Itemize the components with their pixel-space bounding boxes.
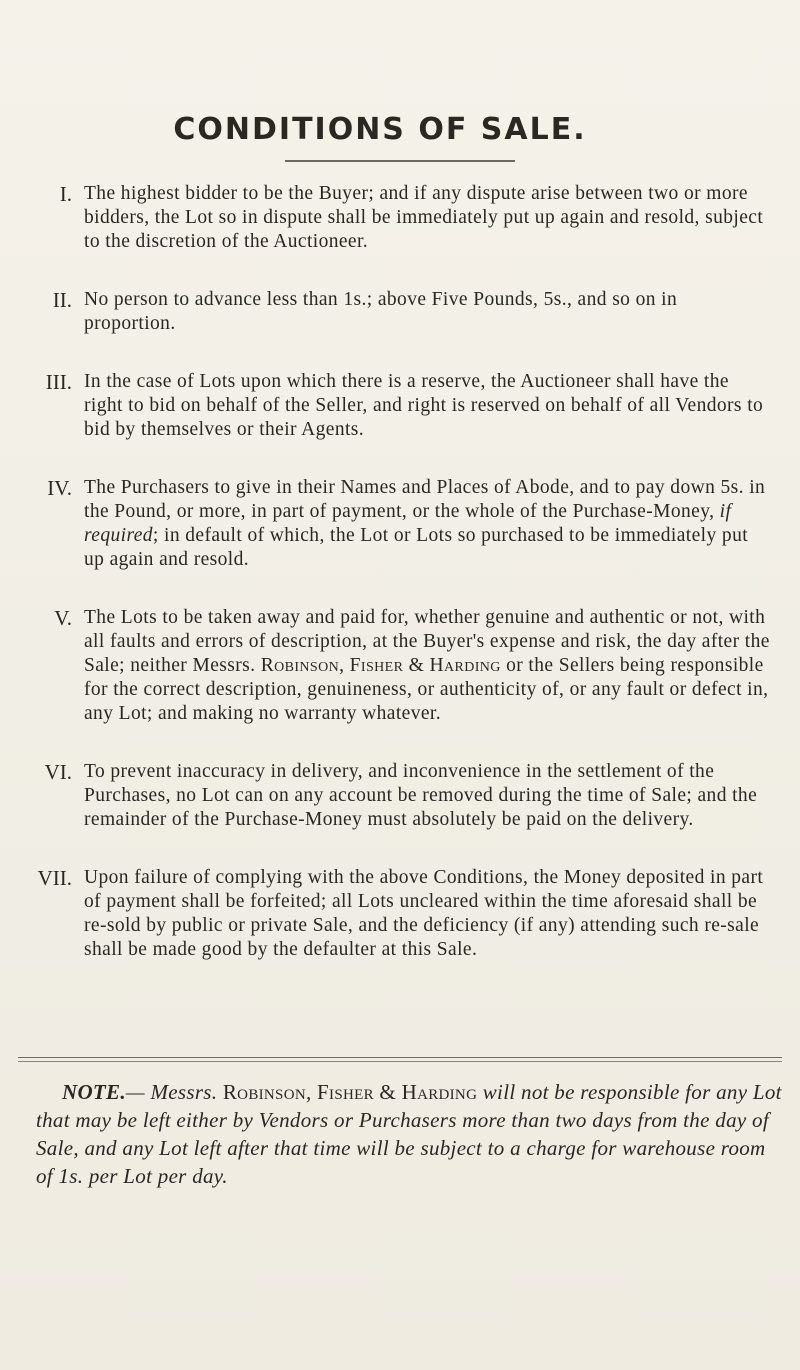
note-firm-names: Robinson, Fisher & Harding [222, 1080, 478, 1104]
condition-number: V. [54, 606, 72, 630]
note-paragraph [36, 1078, 786, 1190]
condition-text: To prevent inaccuracy in delivery, and inconvenience in the settlement of the Purchases, no Lot can on any account be removed during the time of Sale; and the remainder of the Purchase-Money must absolutely be paid on the delivery. [84, 761, 758, 830]
condition-item [22, 370, 792, 442]
condition-text-part: The Purchasers to give in their Names and Places of Abode, and to pay down 5s. in the Pound, or more, in part of payment, or the whole of the Purchase-Money, [84, 477, 766, 522]
condition-text [84, 606, 792, 726]
note-rule [18, 1057, 782, 1058]
condition-item [22, 182, 792, 254]
note-text: will not be responsible for any Lot that may be left either by Vendors or Purchasers more than two days from the day of Sale, and any Lot left after that time will be subject to a charge for warehouse room of 1s. per Lot per day. [36, 1080, 782, 1188]
page-title: CONDITIONS OF SALE. [173, 112, 587, 147]
condition-text: The highest bidder to be the Buyer; and if any dispute arise between two or more bidders, the Lot so in dispute shall be immediately put up again and resold, subject to the discretion of the Auctioneer. [84, 183, 764, 252]
title-rule [285, 160, 515, 162]
firm-names: Robinson, Fisher & Harding [260, 655, 501, 676]
condition-text-part: ; in default of which, the Lot or Lots so purchased to be immediately put up again and resold. [84, 525, 749, 570]
condition-number: I. [59, 182, 72, 206]
condition-text: In the case of Lots upon which there is a reserve, the Auctioneer shall have the right to bid on behalf of the Seller, and right is reserved on behalf of all Vendors to bid by themselves or their Agents. [84, 371, 764, 440]
condition-number: III. [45, 370, 72, 394]
note-heading: NOTE. [62, 1080, 126, 1104]
condition-number: IV. [47, 476, 72, 500]
note-dash: — [125, 1080, 145, 1104]
condition-item [22, 866, 792, 962]
condition-number: VI. [44, 760, 72, 784]
condition-text: Upon failure of complying with the above Conditions, the Money deposited in part of payment shall be forfeited; all Lots uncleared within the time aforesaid shall be re-sold by public or private Sale, and the deficiency (if any) attending such re-sale shall be made good by the defaulter at this Sale. [84, 867, 764, 960]
condition-number: VII. [37, 866, 72, 890]
condition-item [22, 288, 792, 336]
condition-item [22, 476, 792, 572]
condition-text-part: The Lots to be taken away and paid for, whether genuine and authentic or not, with all faults and errors of description, at the Buyer's expense and risk, the day after the Sale; neither Messrs. [84, 607, 770, 676]
condition-text-emphasis: if required [84, 501, 732, 546]
note-prefix: Messrs. [144, 1080, 223, 1104]
condition-number: II. [52, 288, 72, 312]
condition-item [22, 606, 792, 726]
condition-text-part: or the Sellers being responsible for the correct description, genuineness, or authenticity of, or any fault or defect in, any Lot; and making no warranty whatever. [84, 655, 769, 724]
condition-item [22, 760, 792, 832]
note-rule-secondary [18, 1061, 782, 1062]
condition-text [84, 476, 792, 572]
conditions-list [22, 182, 792, 996]
condition-text: No person to advance less than 1s.; above Five Pounds, 5s., and so on in proportion. [84, 289, 678, 334]
